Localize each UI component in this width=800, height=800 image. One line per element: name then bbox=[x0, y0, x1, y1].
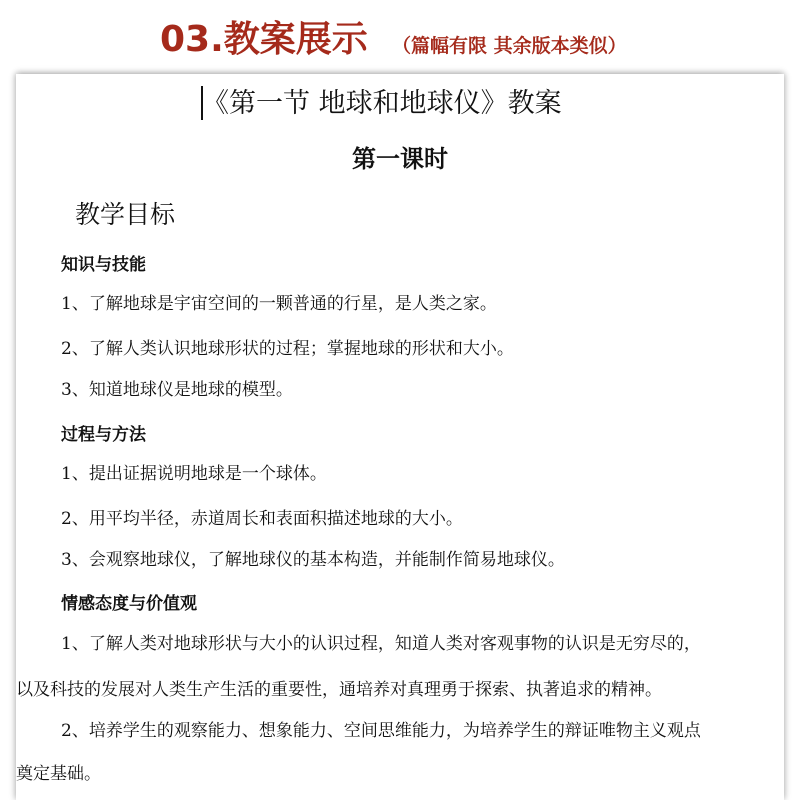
process-item-1: 1、提出证据说明地球是一个球体。 bbox=[61, 464, 327, 484]
knowledge-item-1: 1、了解地球是宇宙空间的一颗普通的行星，是人类之家。 bbox=[61, 294, 497, 314]
subheading-knowledge: 知识与技能 bbox=[61, 255, 146, 275]
subheading-process: 过程与方法 bbox=[61, 425, 146, 445]
banner-subtitle: （篇幅有限 其余版本类似） bbox=[392, 35, 627, 57]
knowledge-item-3: 3、知道地球仪是地球的模型。 bbox=[61, 380, 293, 400]
banner-title: 03.教案展示 bbox=[160, 19, 368, 60]
subheading-emotion: 情感态度与价值观 bbox=[61, 594, 197, 614]
emotion-paragraph-1-line-2: 以及科技的发展对人类生产生活的重要性，通培养对真理勇于探索、执著追求的精神。 bbox=[16, 680, 662, 700]
emotion-paragraph-2-line-2: 奠定基础。 bbox=[16, 764, 101, 784]
process-item-3: 3、会观察地球仪，了解地球仪的基本构造，并能制作简易地球仪。 bbox=[61, 550, 565, 570]
section-heading-objectives: 教学目标 bbox=[75, 200, 176, 229]
document-title: 《第一节 地球和地球仪》教案 bbox=[202, 88, 562, 119]
process-item-2: 2、用平均半径，赤道周长和表面积描述地球的大小。 bbox=[61, 509, 463, 529]
document-subtitle: 第一课时 bbox=[352, 144, 448, 173]
emotion-paragraph-1-line-1: 1、了解人类对地球形状与大小的认识过程，知道人类对客观事物的认识是无穷尽的， bbox=[61, 634, 701, 654]
emotion-paragraph-2-line-1: 2、培养学生的观察能力、想象能力、空间思维能力，为培养学生的辩证唯物主义观点 bbox=[61, 721, 701, 741]
knowledge-item-2: 2、了解人类认识地球形状的过程；掌握地球的形状和大小。 bbox=[61, 339, 514, 359]
document-page bbox=[16, 74, 784, 800]
banner bbox=[0, 0, 800, 72]
